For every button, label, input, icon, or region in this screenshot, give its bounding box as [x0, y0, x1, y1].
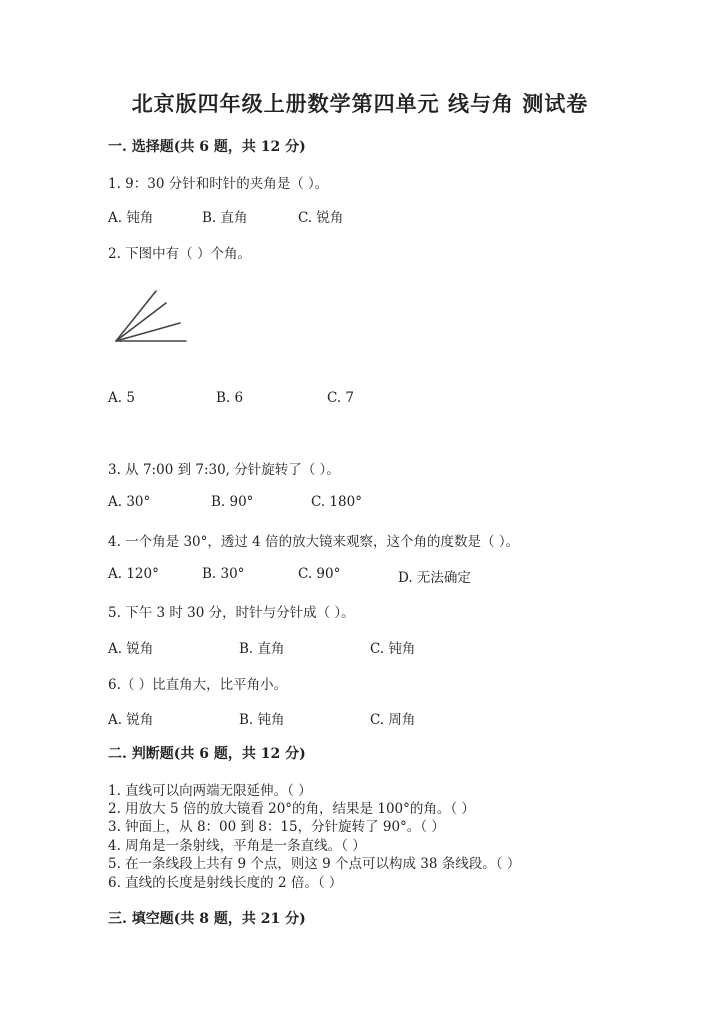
question-3: 3. 从 7:00 到 7:30, 分针旋转了（ ）。	[108, 462, 340, 478]
option-b: B. 直角	[239, 641, 285, 657]
judge-item-1: 1. 直线可以向两端无限延伸。（ ）	[108, 783, 312, 799]
page-title: 北京版四年级上册数学第四单元 线与角 测试卷	[131, 91, 589, 116]
option-a: A. 5	[108, 390, 135, 406]
option-b: B. 钝角	[239, 712, 285, 728]
angle-figure	[112, 285, 192, 347]
question-2: 2. 下图中有（ ）个角。	[108, 246, 251, 262]
question-1: 1. 9：30 分针和时针的夹角是（ ）。	[108, 176, 329, 192]
option-a: A. 锐角	[108, 641, 154, 657]
question-4: 4. 一个角是 30°，透过 4 倍的放大镜来观察，这个角的度数是（ ）。	[108, 534, 520, 550]
ray-2	[116, 323, 180, 341]
option-b: B. 直角	[202, 210, 248, 226]
question-5: 5. 下午 3 时 30 分，时针与分针成（ ）。	[108, 605, 355, 621]
option-c: C. 钝角	[370, 641, 416, 657]
option-c: C. 180°	[311, 494, 362, 510]
option-b: B. 6	[216, 390, 244, 406]
judge-item-6: 6. 直线的长度是射线长度的 2 倍。（ ）	[108, 875, 343, 891]
section-heading-choice: 一. 选择题(共 6 题，共 12 分)	[108, 139, 306, 155]
judge-item-5: 5. 在一条线段上共有 9 个点，则这 9 个点可以构成 38 条线段。（ ）	[108, 856, 521, 872]
option-c: C. 锐角	[298, 210, 344, 226]
option-b: B. 30°	[202, 566, 245, 582]
option-c: C. 7	[327, 390, 355, 406]
question-6: 6.（ ）比直角大，比平角小。	[108, 677, 288, 693]
option-c: C. 90°	[298, 566, 341, 582]
option-a: A. 120°	[108, 566, 159, 582]
option-a: A. 钝角	[108, 210, 154, 226]
option-c: C. 周角	[370, 712, 416, 728]
section-heading-judge: 二. 判断题(共 6 题，共 12 分)	[108, 746, 306, 762]
option-a: A. 锐角	[108, 712, 154, 728]
judge-item-4: 4. 周角是一条射线，平角是一条直线。（ ）	[108, 838, 366, 854]
option-b: B. 90°	[211, 494, 254, 510]
judge-item-3: 3. 钟面上，从 8：00 到 8：15，分针旋转了 90°。（ ）	[108, 819, 445, 835]
option-d: D. 无法确定	[398, 570, 471, 586]
section-heading-fill: 三. 填空题(共 8 题，共 21 分)	[108, 911, 306, 927]
judge-item-2: 2. 用放大 5 倍的放大镜看 20°的角，结果是 100°的角。（ ）	[108, 801, 475, 817]
option-a: A. 30°	[108, 494, 151, 510]
